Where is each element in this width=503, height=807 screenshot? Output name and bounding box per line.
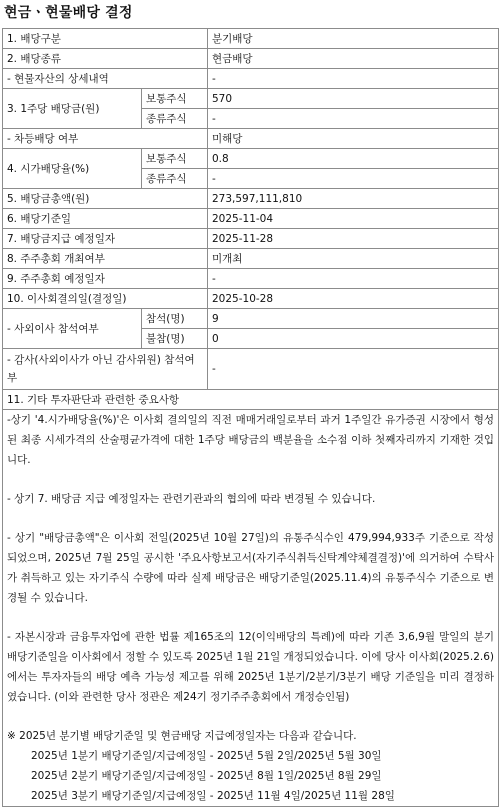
row-label: 10. 이사회결의일(결정일) bbox=[3, 289, 208, 309]
row-label: 6. 배당기준일 bbox=[3, 209, 208, 229]
row-value: - bbox=[208, 109, 499, 129]
row-label: 9. 주주총회 예정일자 bbox=[3, 269, 208, 289]
note-paragraph: - 상기 7. 배당금 지급 예정일자는 관련기관과의 협의에 따라 변경될 수 있습니다. bbox=[7, 493, 376, 505]
row-value: - bbox=[208, 169, 499, 189]
row-sublabel: 불참(명) bbox=[142, 329, 208, 349]
dividend-table bbox=[2, 28, 499, 807]
row-label: 3. 1주당 배당금(원) bbox=[3, 89, 142, 129]
schedule-line: 2025년 2분기 배당기준일/지급예정일 - 2025년 8월 1일/2025년 8월 29일 bbox=[31, 770, 382, 782]
table-row bbox=[3, 89, 499, 109]
row-label: 4. 시가배당율(%) bbox=[3, 149, 142, 189]
note-paragraph: - 상기 "배당금총액"은 이사회 전일(2025년 10월 27일)의 유통주식수인 479,994,933주 기준으로 작성되었으며, 2025년 7월 25일 공시한 '주요사항보고서(자기주식취득신탁계약체결결정)'에 의거하여 수탁사가 취득하고 있는 자기주식 수량에 따라 실제 배당금은 배당기준일(2025.11.4)의 유통주식수 기준으로 변경될 수 있습니다. bbox=[7, 532, 494, 604]
row-value: 미개최 bbox=[208, 249, 499, 269]
note-paragraph: -상기 '4.시가배당율(%)'은 이사회 결의일의 직전 매매거래일로부터 과거 1주일간 유가증권 시장에서 형성된 최종 시세가격의 산술평균가격에 대한 1주당 배당금의 백분율을 소수점 이하 첫째자리까지 기재한 것입니다. bbox=[7, 414, 494, 466]
row-value: - bbox=[208, 349, 499, 390]
row-value: 2025-11-04 bbox=[208, 209, 499, 229]
row-label: - 차등배당 여부 bbox=[3, 129, 208, 149]
table-row bbox=[3, 269, 499, 289]
table-row bbox=[3, 249, 499, 269]
row-value: 570 bbox=[208, 89, 499, 109]
note-paragraph: - 자본시장과 금융투자업에 관한 법률 제165조의 12(이익배당의 특례)에 따라 기존 3,6,9월 말일의 분기배당기준일을 이사회에서 정할 수 있도록 2025년 1월 21일 개정되었습니다. 이에 당사 이사회(2025.2.6)에서는 투자자들의 배당 예측 가능성 제고를 위해 2025년 1분기/2분기/3분기 배당 기준일을 미리 결정하였습니다. (이와 관련한 당사 정관은 제24기 정기주주총회에서 개정승인됨) bbox=[7, 631, 494, 703]
row-label: 2. 배당종류 bbox=[3, 49, 208, 69]
schedule-line: 2025년 1분기 배당기준일/지급예정일 - 2025년 5월 2일/2025년 5월 30일 bbox=[31, 750, 382, 762]
table-row bbox=[3, 129, 499, 149]
table-row bbox=[3, 390, 499, 410]
row-sublabel: 종류주식 bbox=[142, 169, 208, 189]
table-row bbox=[3, 29, 499, 49]
table-row bbox=[3, 229, 499, 249]
row-value: 2025-11-28 bbox=[208, 229, 499, 249]
table-row bbox=[3, 189, 499, 209]
table-row bbox=[3, 309, 499, 329]
row-label: - 감사(사외이사가 아닌 감사위원) 참석여부 bbox=[3, 349, 208, 390]
page-title: 현금ㆍ현물배당 결정 bbox=[4, 5, 133, 21]
table-row bbox=[3, 209, 499, 229]
row-value: 2025-10-28 bbox=[208, 289, 499, 309]
note-paragraph: ※ 2025년 분기별 배당기준일 및 현금배당 지급예정일자는 다음과 같습니다. bbox=[7, 730, 357, 742]
row-label: - 현물자산의 상세내역 bbox=[3, 69, 208, 89]
row-label: 8. 주주총회 개최여부 bbox=[3, 249, 208, 269]
row-label: 7. 배당금지급 예정일자 bbox=[3, 229, 208, 249]
row-value: 미해당 bbox=[208, 129, 499, 149]
table-row bbox=[3, 349, 499, 390]
table-row bbox=[3, 289, 499, 309]
row-value: - bbox=[208, 69, 499, 89]
row-value: 9 bbox=[208, 309, 499, 329]
row-value: - bbox=[208, 269, 499, 289]
row-sublabel: 참석(명) bbox=[142, 309, 208, 329]
row-label: 11. 기타 투자판단과 관련한 중요사항 bbox=[3, 390, 499, 410]
row-value: 분기배당 bbox=[208, 29, 499, 49]
row-value: 현금배당 bbox=[208, 49, 499, 69]
row-value: 273,597,111,810 bbox=[208, 189, 499, 209]
notes-cell bbox=[3, 410, 499, 807]
table-row bbox=[3, 49, 499, 69]
schedule-line: 2025년 3분기 배당기준일/지급예정일 - 2025년 11월 4일/2025년 11월 28일 bbox=[31, 790, 395, 802]
table-row bbox=[3, 149, 499, 169]
table-row bbox=[3, 69, 499, 89]
row-value: 0.8 bbox=[208, 149, 499, 169]
row-label: 1. 배당구분 bbox=[3, 29, 208, 49]
row-label: 5. 배당금총액(원) bbox=[3, 189, 208, 209]
row-sublabel: 보통주식 bbox=[142, 89, 208, 109]
notes-row bbox=[3, 410, 499, 807]
row-label: - 사외이사 참석여부 bbox=[3, 309, 142, 349]
row-sublabel: 보통주식 bbox=[142, 149, 208, 169]
row-sublabel: 종류주식 bbox=[142, 109, 208, 129]
row-value: 0 bbox=[208, 329, 499, 349]
